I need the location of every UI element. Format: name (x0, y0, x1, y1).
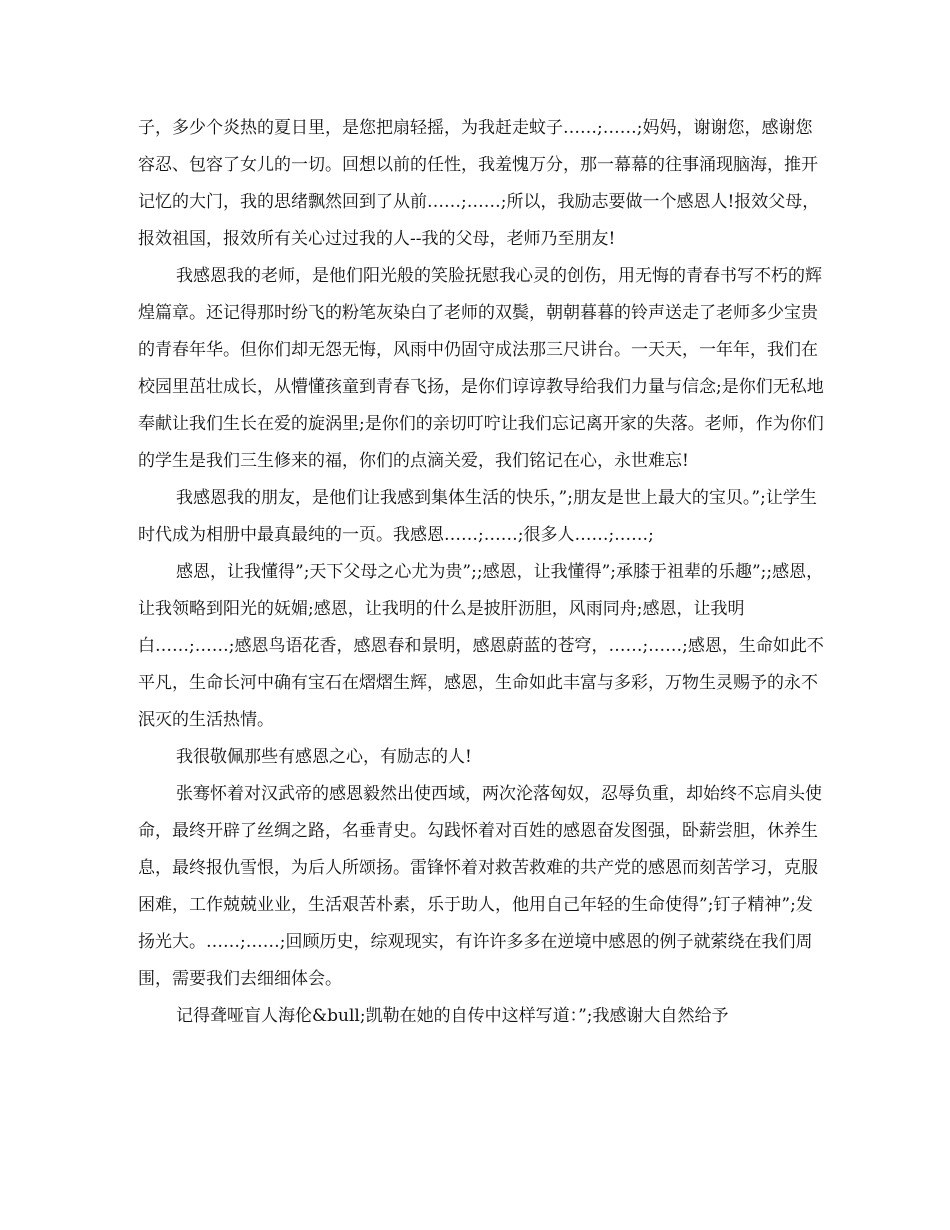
paragraph-admiration: 我很敬佩那些有感恩之心，有励志的人! (176, 747, 472, 767)
paragraph-filial-gratitude: 子，多少个炎热的夏日里，是您把扇轻摇，为我赶走蚊子……;……;妈妈，谢谢您，感谢您容忍、包容了女儿的一切。回想以前的任性，我羞愧万分，那一幕幕的往事涌现脑海，推开记忆的大门，我的思绪飘然回到了从前……;……;所以，我励志要做一个感恩人!报效父母，报效祖国，报效所有关心过过我的人--我的父母，老师乃至朋友! (138, 118, 820, 249)
paragraph-historical-examples: 张骞怀着对汉武帝的感恩毅然出使西域，两次沦落匈奴，忍辱负重，却始终不忘肩头使命，最终开辟了丝绸之路，名垂青史。勾践怀着对百姓的感恩奋发图强，卧薪尝胆，休养生息，最终报仇雪恨，为后人所颂扬。雷锋怀着对救苦救难的共产党的感恩而刻苦学习，克服困难，工作兢兢业业，生活艰苦朴素，乐于助人，他用自己年轻的生命使得”;钉子精神”;发扬光大。……;……;回顾历史，综观现实，有许许多多在逆境中感恩的例子就萦绕在我们周围，需要我们去细细体会。 (138, 784, 822, 989)
paragraph-helen-keller: 记得聋哑盲人海伦&bull;凯勒在她的自传中这样写道：”;我感谢大自然给予 (176, 1006, 729, 1026)
paragraph-teachers: 我感恩我的老师，是他们阳光般的笑脸抚慰我心灵的创伤，用无悔的青春书写不朽的辉煌篇章。还记得那时纷飞的粉笔灰染白了老师的双鬓，朝朝暮暮的铃声送走了老师多少宝贵的青春年华。但你们却无怨无悔，风雨中仍固守成法那三尺讲台。一天天，一年年，我们在校园里茁壮成长，从懵懂孩童到青春飞扬，是你们谆谆教导给我们力量与信念;是你们无私地奉献让我们生长在爱的旋涡里;是你们的亲切叮咛让我们忘记离开家的失落。老师，作为你们的学生是我们三生修来的福，你们的点滴关爱，我们铭记在心，永世难忘! (138, 266, 824, 471)
document-body (138, 110, 824, 1035)
paragraph-friends: 我感恩我的朋友，是他们让我感到集体生活的快乐，”;朋友是世上最大的宝贝。”;让学生时代成为相册中最真最纯的一页。我感恩……;……;很多人……;……; (138, 488, 817, 545)
paragraph-gratitude-teaches: 感恩，让我懂得”;天下父母之心尤为贵”;;感恩，让我懂得”;承膝于祖辈的乐趣”;;感恩，让我领略到阳光的妩媚;感恩，让我明的什么是披肝沥胆，风雨同舟;感恩，让我明白……;……;感恩鸟语花香，感恩春和景明，感恩蔚蓝的苍穹，……;……;感恩，生命如此不平凡，生命长河中确有宝石在熠熠生辉，感恩，生命如此丰富与多彩，万物生灵赐予的永不泯灭的生活热情。 (138, 562, 824, 730)
